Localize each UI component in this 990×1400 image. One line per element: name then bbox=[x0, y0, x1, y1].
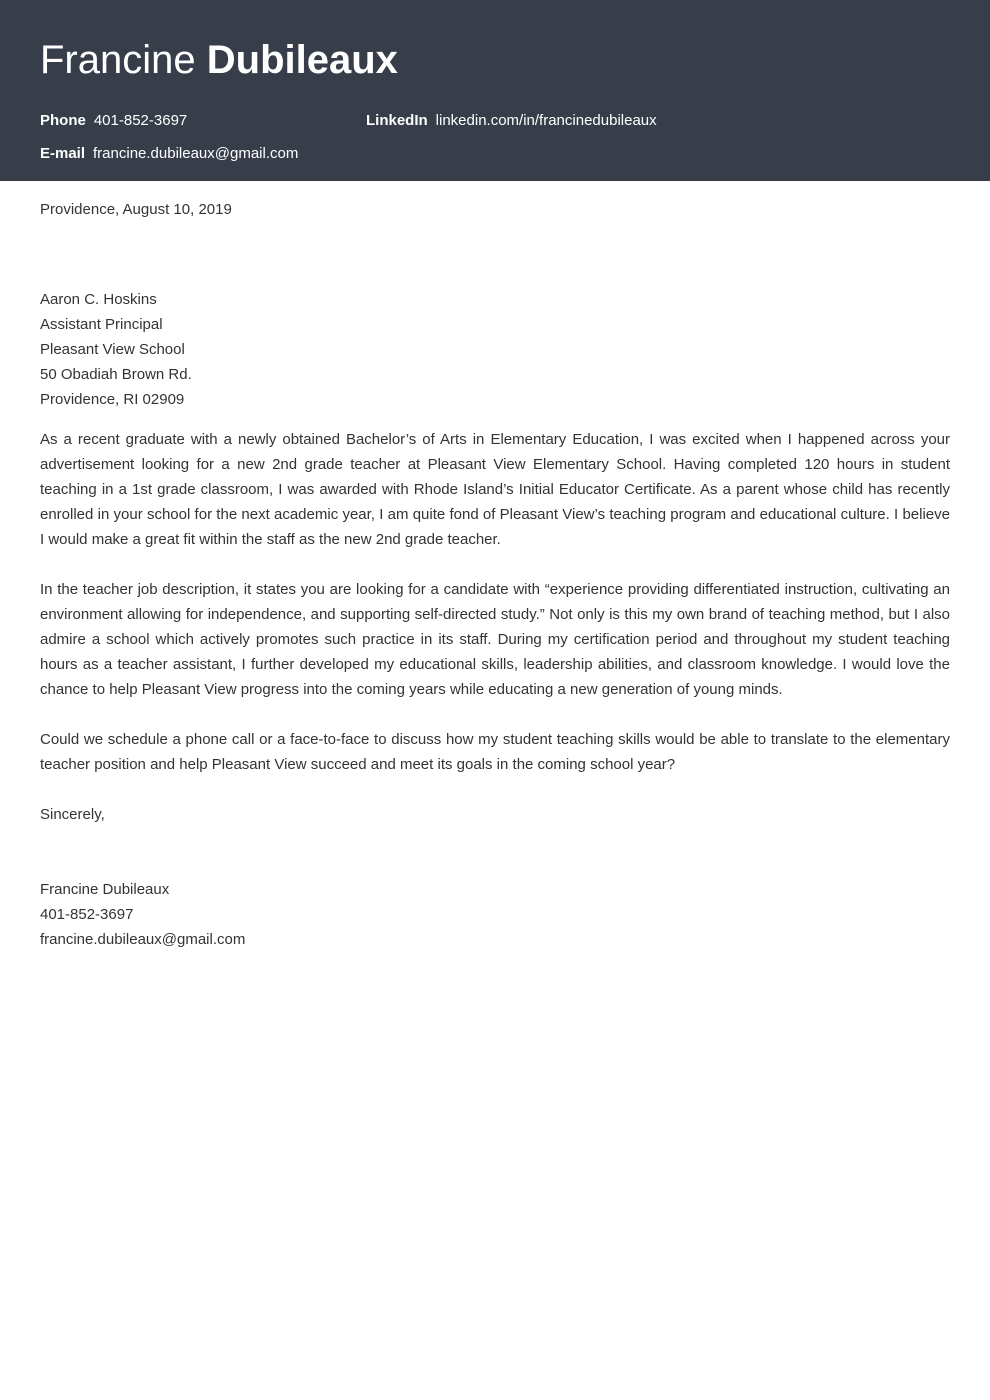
linkedin-label: LinkedIn bbox=[366, 112, 428, 129]
signature-phone: 401-852-3697 bbox=[40, 906, 134, 923]
linkedin-link[interactable]: linkedin.com/in/francinedubileaux bbox=[435, 112, 657, 129]
email-label: E-mail bbox=[40, 145, 86, 162]
last-name: Dubileaux bbox=[206, 38, 398, 82]
paragraph-qualifications: In the teacher job description, it states you are looking for a candidate with “experience providing differentiated instruction, cultivating an environment allowing for independence, and supporting self-directed study.” Not only is this my own brand of teaching method, but I also admire a school which actively promotes such practice in its staff. During my certification period and throughout my student teaching hours as a teacher assistant, I further developed my educational skills, leadership abilities, and classroom knowledge. I would love the chance to help Pleasant View progress into the coming years while educating a new generation of young minds. bbox=[40, 581, 950, 698]
letter-text bbox=[40, 427, 950, 952]
contact-phone bbox=[40, 112, 187, 130]
phone-value[interactable]: 401-852-3697 bbox=[93, 112, 188, 129]
contact-linkedin bbox=[366, 112, 657, 130]
letter-date: Providence, August 10, 2019 bbox=[40, 201, 232, 218]
header-banner bbox=[0, 0, 990, 181]
closing: Sincerely, bbox=[40, 806, 105, 823]
recipient-title: Assistant Principal bbox=[40, 316, 163, 333]
applicant-name bbox=[40, 37, 950, 83]
signature-block bbox=[40, 877, 950, 952]
recipient-organization: Pleasant View School bbox=[40, 341, 185, 358]
recipient-street: 50 Obadiah Brown Rd. bbox=[40, 366, 192, 383]
recipient-city: Providence, RI 02909 bbox=[40, 391, 185, 408]
contact-email bbox=[40, 145, 298, 163]
paragraph-intro: As a recent graduate with a newly obtained Bachelor’s of Arts in Elementary Education, I was excited when I happened across your advertisement looking for a new 2nd grade teacher at Pleasant View Elementary School. Having completed 120 hours in student teaching in a 1st grade classroom, I was awarded with Rhode Island’s Initial Educator Certificate. As a parent whose child has recently enrolled in your school for the next academic year, I am quite fond of Pleasant View’s teaching program and educational culture. I believe I would make a great fit within the staff as the new 2nd grade teacher. bbox=[40, 431, 950, 548]
signature-name: Francine Dubileaux bbox=[40, 881, 170, 898]
recipient-name: Aaron C. Hoskins bbox=[40, 291, 157, 308]
recipient-address bbox=[40, 287, 192, 412]
email-link[interactable]: francine.dubileaux@gmail.com bbox=[93, 145, 299, 162]
first-name: Francine bbox=[40, 38, 196, 82]
paragraph-call-to-action: Could we schedule a phone call or a face-to-face to discuss how my student teaching skills would be able to translate to the elementary teacher position and help Pleasant View succeed and meet its goals in the coming school year? bbox=[40, 731, 950, 773]
phone-label: Phone bbox=[40, 112, 86, 129]
signature-email: francine.dubileaux@gmail.com bbox=[40, 931, 246, 948]
